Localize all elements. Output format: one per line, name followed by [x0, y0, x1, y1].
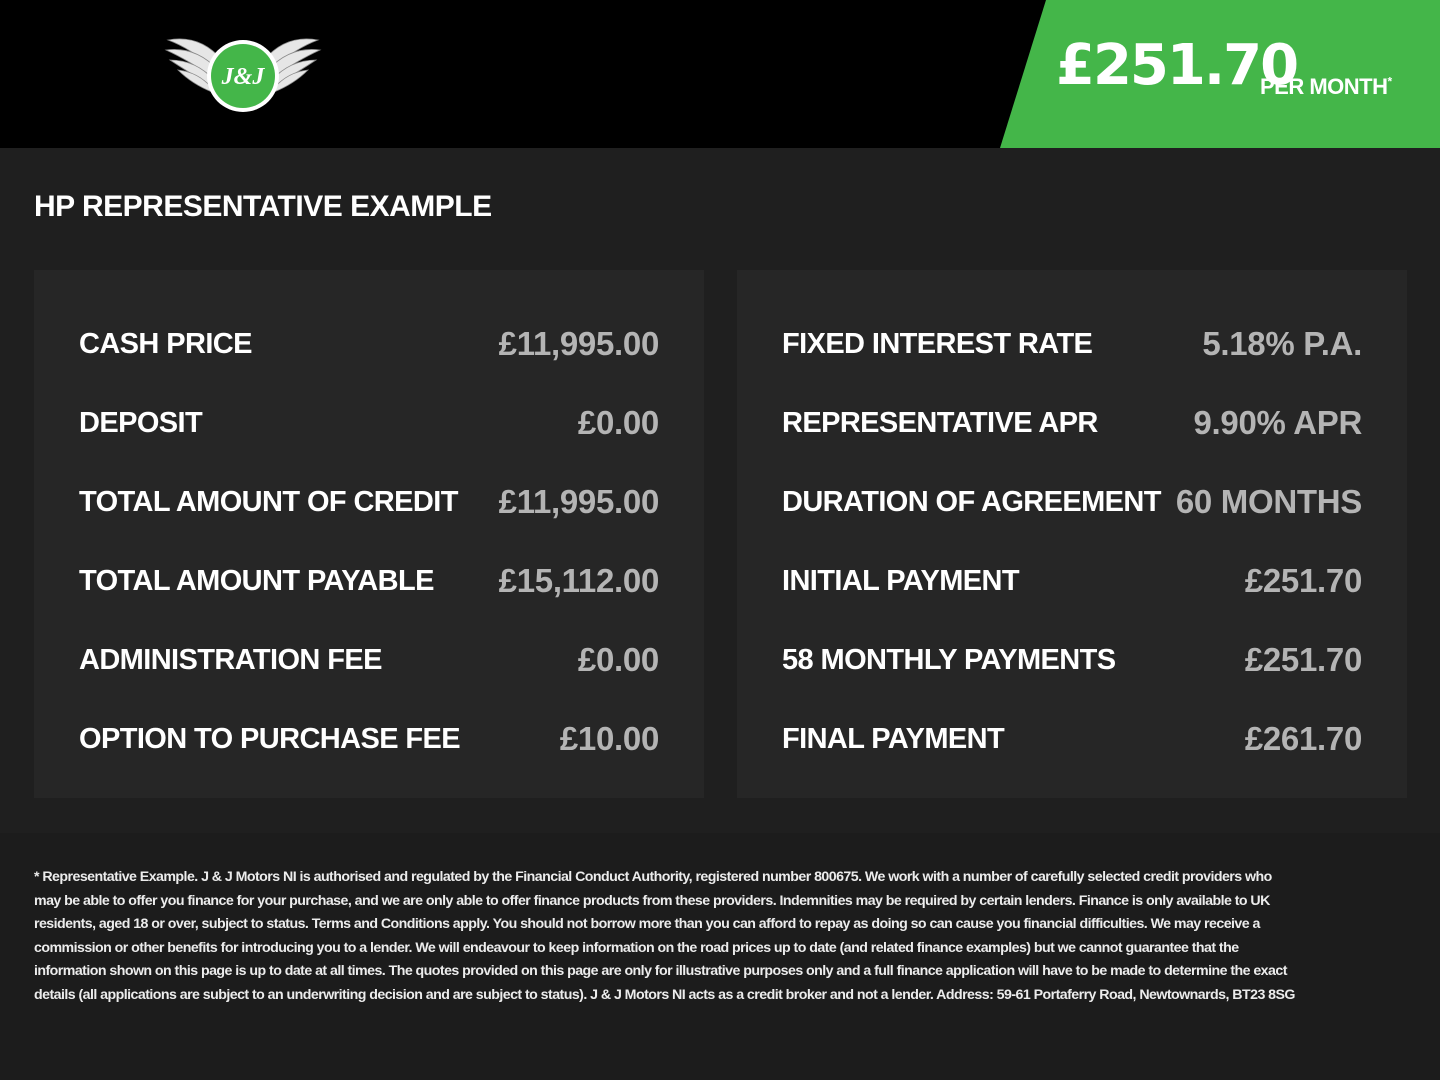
finance-panel-right	[737, 270, 1407, 798]
row-label: REPRESENTATIVE APR	[782, 406, 1098, 439]
row-value: £11,995.00	[498, 325, 659, 362]
row-label: FIXED INTEREST RATE	[782, 327, 1093, 360]
row-label: DURATION OF AGREEMENT	[782, 485, 1161, 518]
finance-row	[782, 319, 1362, 369]
row-value: 9.90% APR	[1193, 404, 1362, 441]
row-label: TOTAL AMOUNT OF CREDIT	[79, 485, 458, 518]
row-value: £261.70	[1244, 720, 1362, 757]
finance-row	[782, 714, 1362, 764]
winged-logo-icon	[160, 30, 326, 116]
row-value: £251.70	[1244, 641, 1362, 678]
per-month-marker: *	[1387, 74, 1392, 89]
finance-row	[79, 635, 659, 685]
monthly-price: £251.70	[1056, 33, 1298, 98]
disclaimer-text: * Representative Example. J & J Motors NI is authorised and regulated by the Financial Conduct Authority, registered number 800675. We work with a number of carefully selected credit providers who may be able to offer you finance for your purchase, and we are only able to offer finance products from these providers. Indemnities may be required by certain lenders. Finance is only available to UK residents, aged 18 or over, subject to status. Terms and Conditions apply. You should not borrow more than you can afford to repay as doing so can cause you financial difficulties. We may receive a commission or other benefits for introducing you to a lender. We will endeavour to keep information on the road prices up to date (and related finance examples) but we cannot guarantee that the information shown on this page is up to date at all times. The quotes provided on this page are only for illustrative purposes only and a full finance application will have to be made to determine the exact details (all applications are subject to an underwriting decision and are subject to status). J & J Motors NI acts as a credit broker and not a lender. Address: 59-61 Portaferry Road, Newtownards, BT23 8SG	[34, 869, 1295, 1003]
row-label: INITIAL PAYMENT	[782, 564, 1019, 597]
row-value: £11,995.00	[498, 483, 659, 520]
finance-row	[782, 635, 1362, 685]
finance-row	[79, 714, 659, 764]
finance-row	[782, 398, 1362, 448]
finance-row	[782, 477, 1362, 527]
section-title: HP REPRESENTATIVE EXAMPLE	[34, 190, 492, 223]
finance-row	[79, 398, 659, 448]
row-label: ADMINISTRATION FEE	[79, 643, 382, 676]
row-label: 58 MONTHLY PAYMENTS	[782, 643, 1116, 676]
row-value: 60 MONTHS	[1175, 483, 1362, 520]
row-label: DEPOSIT	[79, 406, 203, 439]
row-value: £0.00	[577, 404, 659, 441]
finance-row	[79, 556, 659, 606]
row-value: 5.18% P.A.	[1202, 325, 1362, 362]
row-label: OPTION TO PURCHASE FEE	[79, 722, 461, 755]
row-value: £0.00	[577, 641, 659, 678]
per-month-label	[1260, 74, 1392, 100]
row-value: £15,112.00	[498, 562, 659, 599]
row-value: £251.70	[1244, 562, 1362, 599]
row-label: TOTAL AMOUNT PAYABLE	[79, 564, 434, 597]
logo-text: J&J	[221, 64, 265, 90]
row-label: FINAL PAYMENT	[782, 722, 1005, 755]
per-month-text: PER MONTH	[1260, 74, 1388, 99]
finance-row	[782, 556, 1362, 606]
finance-row	[79, 477, 659, 527]
finance-row	[79, 319, 659, 369]
row-value: £10.00	[559, 720, 659, 757]
finance-panel-left	[34, 270, 704, 798]
row-label: CASH PRICE	[79, 327, 252, 360]
